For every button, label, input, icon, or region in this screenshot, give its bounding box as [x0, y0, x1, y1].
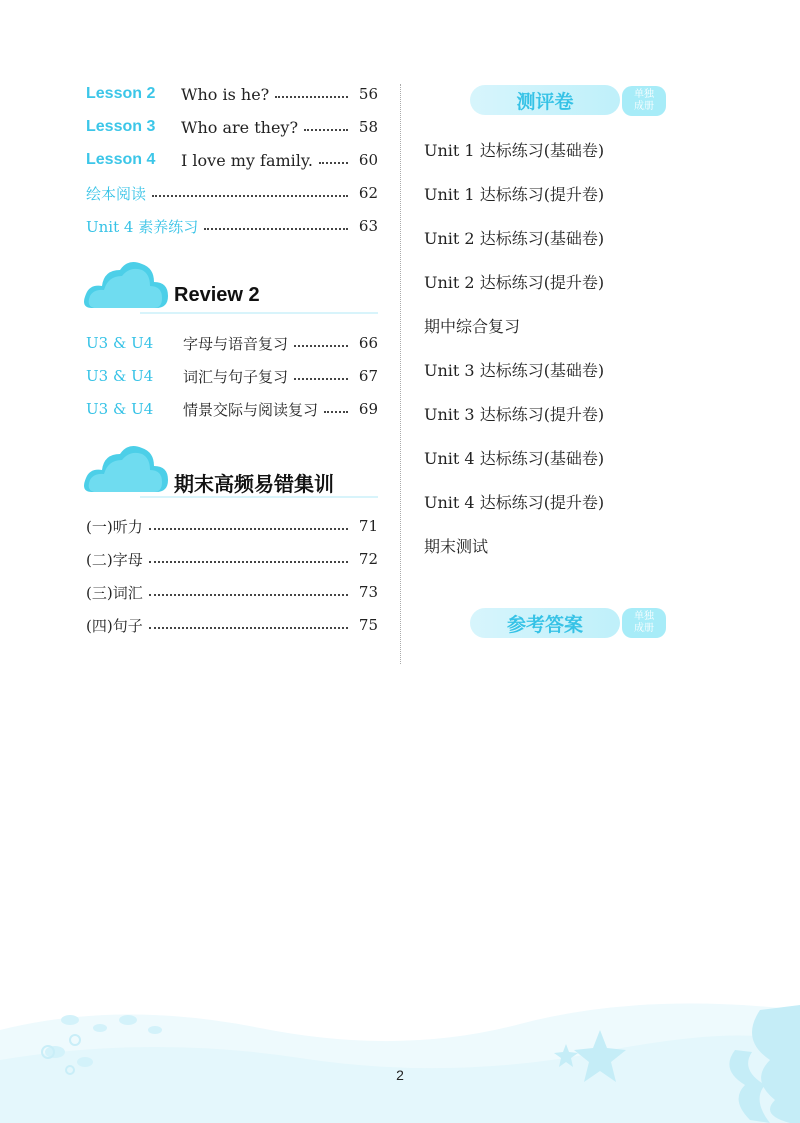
lesson-tag: Lesson 4: [86, 151, 156, 168]
page-ref: 58: [358, 118, 378, 136]
toc-row-vocab[interactable]: [86, 580, 378, 604]
heading-underline: [140, 312, 378, 314]
page-ref: 72: [358, 550, 378, 568]
leader-dots: [294, 378, 348, 380]
toc-row-lesson-3[interactable]: [86, 115, 378, 139]
toc-row-letters[interactable]: [86, 547, 378, 571]
review-heading: Review 2: [174, 284, 260, 306]
test-item[interactable]: Unit 1 达标练习(基础卷): [424, 141, 605, 160]
unit-range-tag: U3 & U4: [86, 334, 154, 352]
separate-booklet-badge: [622, 608, 666, 638]
test-item[interactable]: Unit 3 达标练习(提升卷): [424, 405, 605, 424]
page-ref: 71: [358, 517, 378, 535]
test-item[interactable]: Unit 2 达标练习(基础卷): [424, 229, 605, 248]
test-item[interactable]: Unit 4 达标练习(提升卷): [424, 493, 605, 512]
lesson-tag: Lesson 3: [86, 118, 156, 135]
column-divider: [400, 84, 401, 664]
bottom-wave-decoration: [0, 990, 800, 1123]
unit-range-tag: U3 & U4: [86, 367, 154, 385]
answers-heading: 参考答案: [506, 614, 583, 636]
leader-dots: [149, 627, 348, 629]
badge-line: 成册: [634, 101, 654, 112]
leader-dots: [204, 228, 348, 230]
page-ref: 73: [358, 583, 378, 601]
toc-row-review-letters[interactable]: [86, 331, 378, 355]
leader-dots: [275, 96, 348, 98]
training-title: (二)字母: [86, 550, 143, 569]
toc-row-picture-book[interactable]: [86, 181, 378, 205]
page-ref: 62: [358, 184, 378, 202]
test-item[interactable]: Unit 1 达标练习(提升卷): [424, 185, 605, 204]
final-training-heading: 期末高频易错集训: [174, 474, 334, 496]
test-item[interactable]: Unit 2 达标练习(提升卷): [424, 273, 605, 292]
training-title: (三)词汇: [86, 583, 143, 602]
page-ref: 60: [358, 151, 378, 169]
extra-title: 绘本阅读: [86, 184, 147, 203]
leader-dots: [149, 528, 348, 530]
tests-heading: 测评卷: [516, 91, 574, 113]
toc-row-lesson-2[interactable]: [86, 82, 378, 106]
leader-dots: [304, 129, 348, 131]
page-ref: 75: [358, 616, 378, 634]
tests-heading-pill: [470, 85, 620, 115]
training-title: (一)听力: [86, 517, 143, 536]
training-title: (四)句子: [86, 616, 143, 635]
toc-row-unit4-practice[interactable]: [86, 214, 378, 238]
review-title: 字母与语音复习: [183, 334, 289, 353]
leader-dots: [294, 345, 348, 347]
leader-dots: [324, 411, 348, 413]
toc-row-review-vocab[interactable]: [86, 364, 378, 388]
test-item[interactable]: Unit 4 达标练习(基础卷): [424, 449, 605, 468]
leader-dots: [149, 561, 348, 563]
review-title: 词汇与句子复习: [183, 367, 289, 386]
toc-row-listening[interactable]: [86, 514, 378, 538]
review-title: 情景交际与阅读复习: [183, 400, 319, 419]
page-ref: 63: [358, 217, 378, 235]
page-number: 2: [396, 1067, 404, 1083]
lesson-title: Who are they?: [181, 117, 299, 137]
badge-line: 成册: [634, 623, 654, 634]
cloud-icon: [84, 256, 170, 312]
toc-row-sentences[interactable]: [86, 613, 378, 637]
lesson-tag: Lesson 2: [86, 85, 156, 102]
page-ref: 66: [358, 334, 378, 352]
separate-booklet-badge: [622, 86, 666, 116]
heading-underline: [140, 496, 378, 498]
answers-heading-pill: [470, 608, 620, 638]
extra-title: Unit 4 素养练习: [86, 217, 199, 236]
page-ref: 56: [358, 85, 378, 103]
badge-line: 单独: [634, 89, 654, 100]
test-item[interactable]: 期末测试: [424, 537, 489, 556]
page-ref: 67: [358, 367, 378, 385]
badge-line: 单独: [634, 611, 654, 622]
lesson-title: I love my family.: [181, 150, 313, 170]
toc-row-review-reading[interactable]: [86, 397, 378, 421]
unit-range-tag: U3 & U4: [86, 400, 154, 418]
page-ref: 69: [358, 400, 378, 418]
lesson-title: Who is he?: [181, 84, 270, 104]
leader-dots: [319, 162, 348, 164]
leader-dots: [149, 594, 348, 596]
toc-row-lesson-4[interactable]: [86, 148, 378, 172]
cloud-icon: [84, 440, 170, 496]
test-item[interactable]: Unit 3 达标练习(基础卷): [424, 361, 605, 380]
leader-dots: [152, 195, 348, 197]
test-item[interactable]: 期中综合复习: [424, 317, 521, 336]
